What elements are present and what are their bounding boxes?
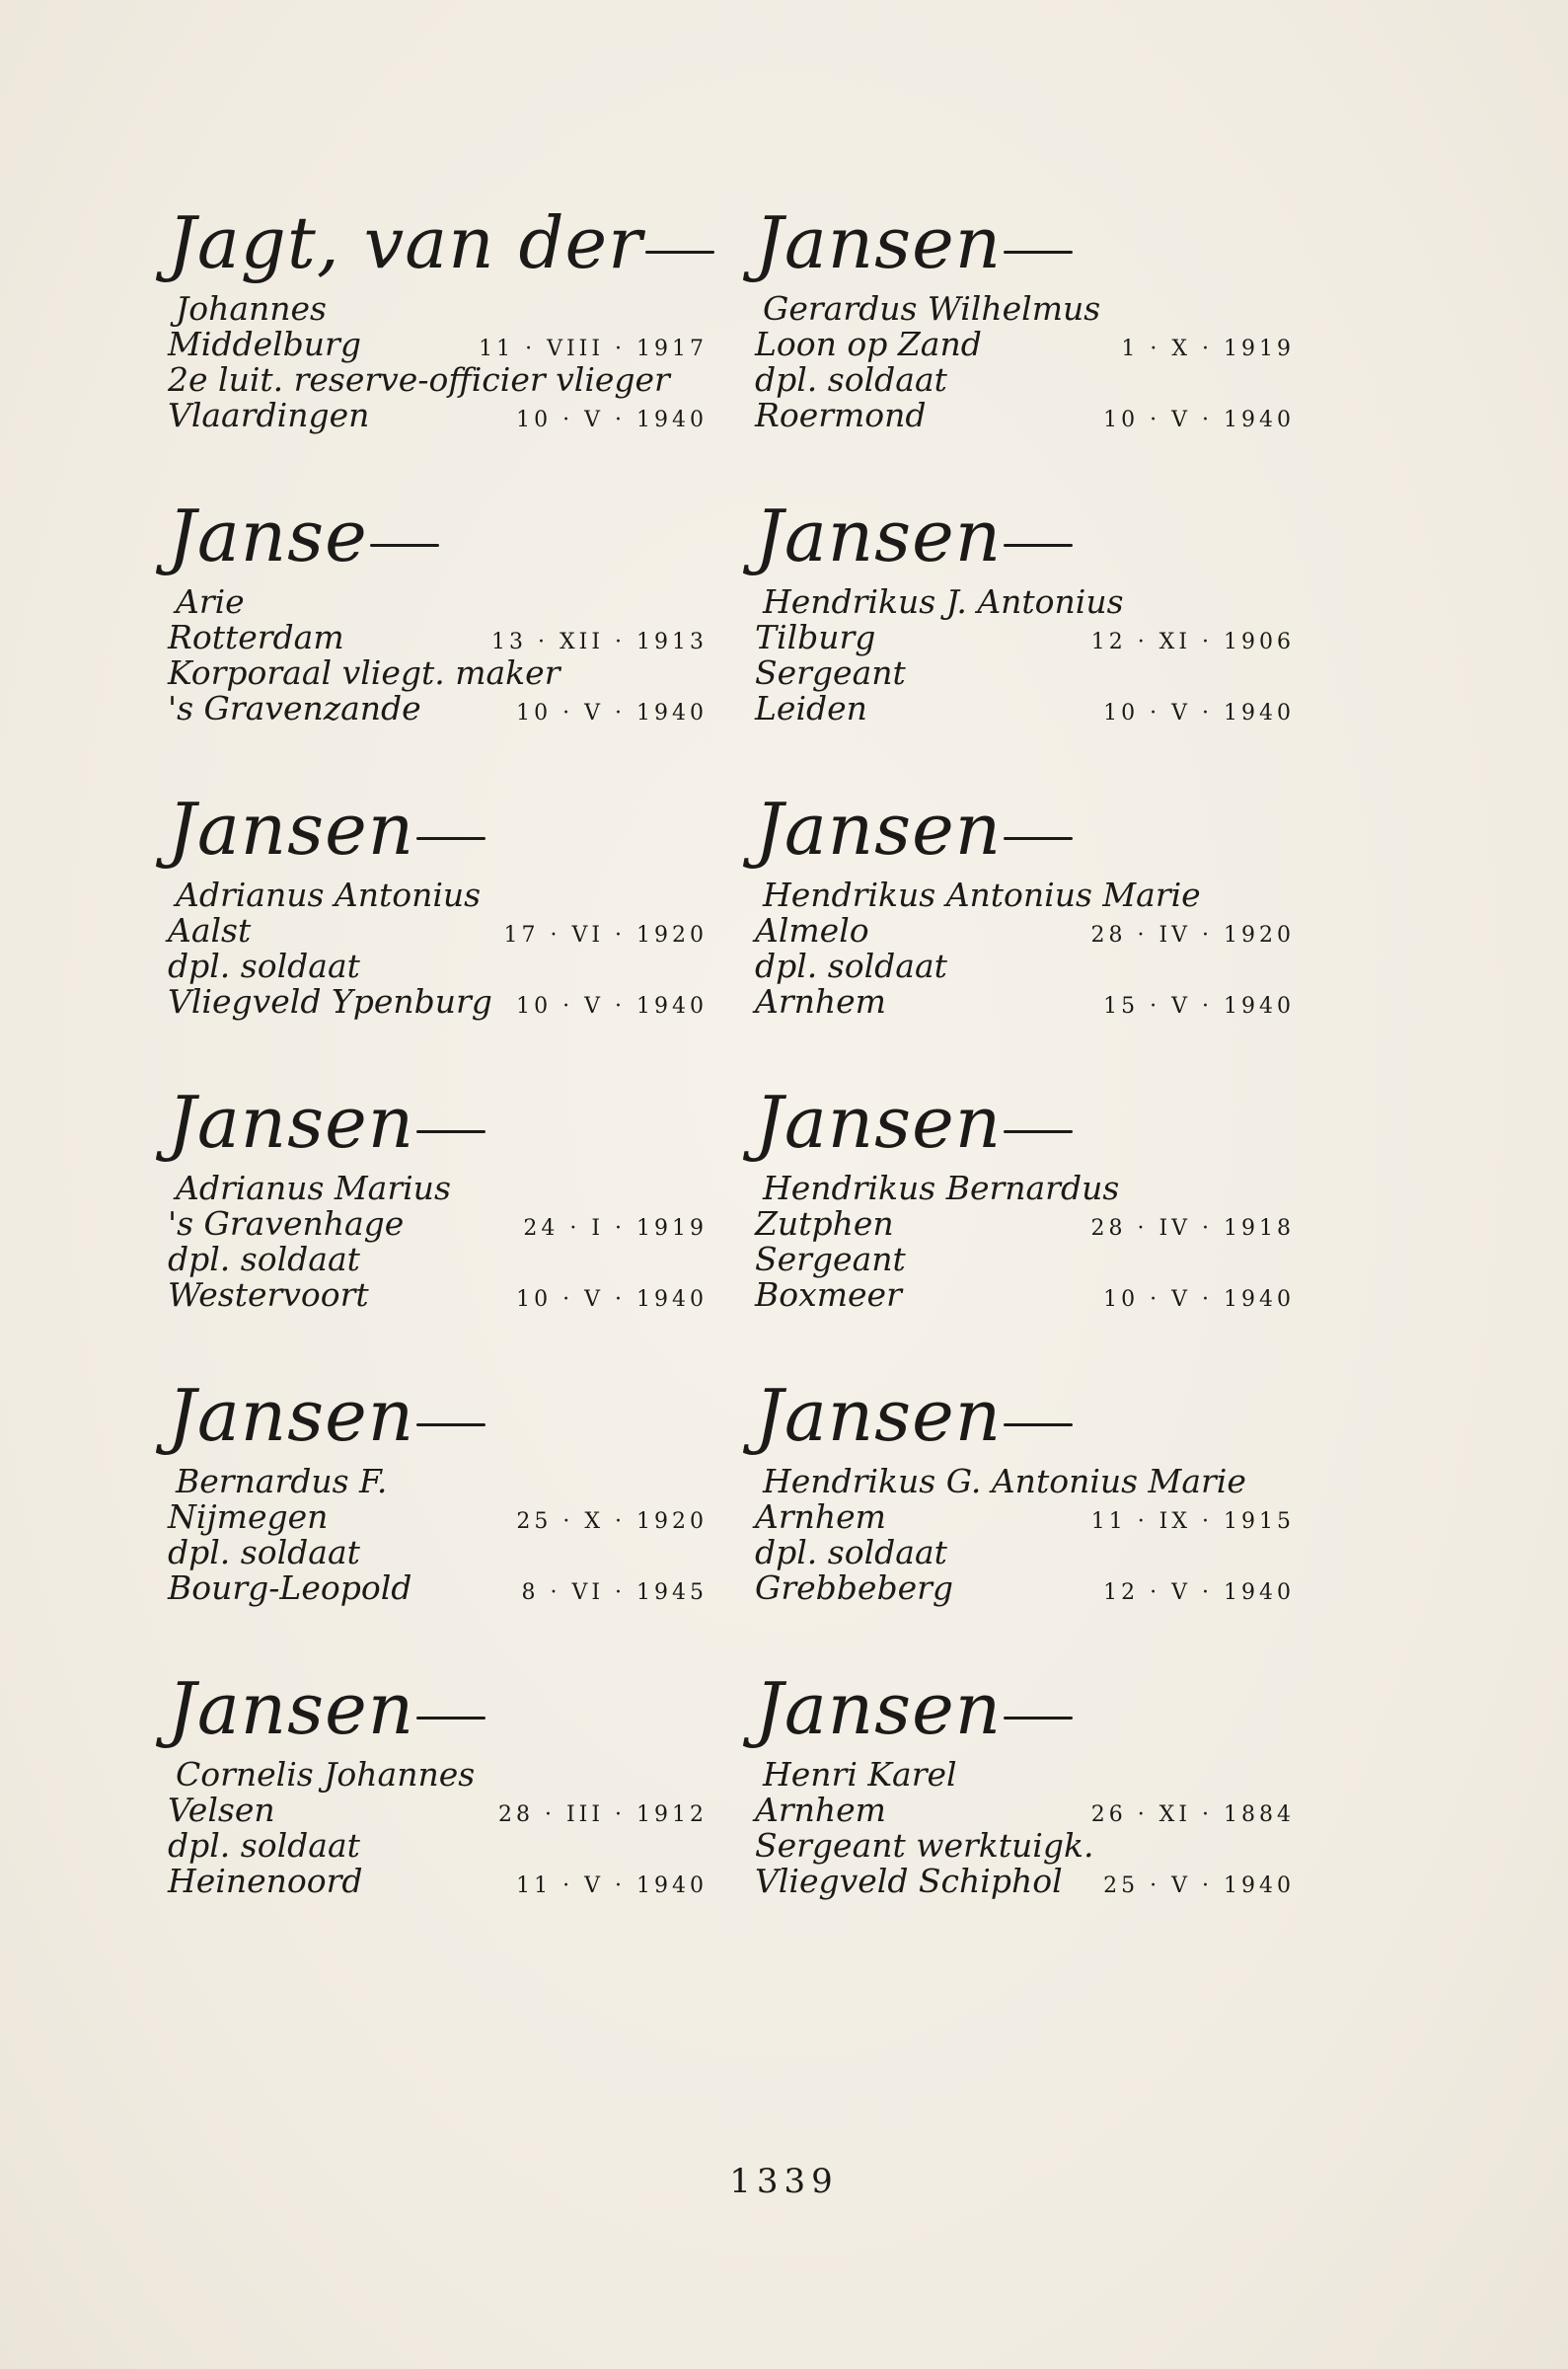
surname-text: Jansen — [755, 1081, 1003, 1164]
rank: 2e luit. reserve-officier vlieger — [168, 360, 670, 399]
surname-text: Jansen — [755, 788, 1003, 871]
death-line — [755, 984, 1303, 1020]
calligraphic-flourish — [1004, 837, 1073, 840]
calligraphic-flourish — [370, 544, 439, 547]
entry-surname — [168, 202, 715, 291]
death-date: 10 · V · 1940 — [516, 1287, 708, 1312]
surname-text: Janse — [168, 495, 368, 577]
given-names: Hendrikus Bernardus — [763, 1169, 1120, 1207]
birth-line — [755, 913, 1303, 949]
death-place: Westervoort — [168, 1275, 369, 1314]
death-place: Grebbeberg — [755, 1568, 953, 1607]
entry-surname — [755, 1375, 1303, 1464]
surname-text: Jansen — [168, 1667, 415, 1750]
birth-line — [755, 1206, 1303, 1242]
entry-surname — [755, 1082, 1303, 1171]
rank: dpl. soldaat — [755, 947, 947, 985]
birth-line — [168, 1793, 715, 1828]
given-names: Hendrikus Antonius Marie — [763, 876, 1201, 914]
entry-surname — [755, 202, 1303, 291]
calligraphic-flourish — [416, 1130, 485, 1133]
birth-date: 13 · XII · 1913 — [491, 630, 708, 654]
entry-surname — [755, 1668, 1303, 1757]
given-names-line — [168, 1171, 715, 1206]
birth-line — [755, 327, 1303, 362]
given-names-line — [755, 291, 1303, 327]
death-line — [755, 398, 1303, 433]
death-place: Vlaardingen — [168, 396, 370, 434]
surname-text: Jansen — [755, 201, 1003, 284]
memorial-entry — [755, 1668, 1303, 1961]
birth-place: Middelburg — [168, 325, 361, 363]
surname-text: Jansen — [168, 1374, 415, 1457]
entry-surname — [168, 789, 715, 878]
surname-text: Jansen — [168, 1081, 415, 1164]
birth-place: Almelo — [755, 911, 869, 950]
given-names: Henri Karel — [763, 1755, 957, 1794]
rank: dpl. soldaat — [755, 1533, 947, 1571]
memorial-entry — [755, 202, 1303, 496]
birth-date: 28 · IV · 1918 — [1090, 1216, 1295, 1241]
surname-text: Jansen — [755, 1374, 1003, 1457]
rank: dpl. soldaat — [755, 360, 947, 399]
birth-date: 25 · X · 1920 — [516, 1509, 708, 1534]
death-place: Bourg-Leopold — [168, 1568, 412, 1607]
rank: Sergeant — [755, 653, 906, 692]
entry-surname — [755, 789, 1303, 878]
calligraphic-flourish — [416, 1717, 485, 1719]
death-place: Roermond — [755, 396, 927, 434]
calligraphic-flourish — [416, 837, 485, 840]
calligraphic-flourish — [1004, 1717, 1073, 1719]
birth-place: Arnhem — [755, 1791, 886, 1829]
calligraphic-flourish — [1004, 1423, 1073, 1426]
birth-date: 28 · III · 1912 — [497, 1802, 708, 1827]
rank-line — [755, 655, 1303, 691]
surname-text: Jagt, van der — [168, 201, 643, 284]
given-names: Cornelis Johannes — [176, 1755, 476, 1794]
rank-line — [168, 949, 715, 984]
death-line — [168, 1277, 715, 1313]
given-names-line — [755, 1171, 1303, 1206]
death-line — [168, 984, 715, 1020]
rank-line — [755, 1828, 1303, 1864]
death-line — [755, 1864, 1303, 1899]
memorial-entry — [168, 789, 715, 1082]
death-line — [755, 1277, 1303, 1313]
rank-line — [755, 362, 1303, 398]
rank: Sergeant werktuigk. — [755, 1826, 1094, 1865]
death-date: 15 · V · 1940 — [1103, 994, 1295, 1019]
birth-date: 28 · IV · 1920 — [1090, 923, 1295, 948]
given-names: Arie — [176, 582, 245, 621]
given-names: Gerardus Wilhelmus — [763, 289, 1101, 328]
entry-surname — [168, 1375, 715, 1464]
given-names: Johannes — [176, 289, 327, 328]
birth-date: 12 · XI · 1906 — [1090, 630, 1295, 654]
birth-date: 11 · VIII · 1917 — [479, 337, 708, 361]
calligraphic-flourish — [1004, 1130, 1073, 1133]
calligraphic-flourish — [645, 251, 714, 254]
birth-line — [168, 1499, 715, 1535]
surname-text: Jansen — [755, 495, 1003, 577]
memorial-entry — [168, 1375, 715, 1668]
rank: Sergeant — [755, 1240, 906, 1278]
rank: dpl. soldaat — [168, 1240, 360, 1278]
given-names: Hendrikus G. Antonius Marie — [763, 1462, 1246, 1500]
rank-line — [168, 1242, 715, 1277]
death-line — [168, 1570, 715, 1606]
birth-place: Arnhem — [755, 1497, 886, 1536]
entry-surname — [168, 1668, 715, 1757]
death-date: 25 · V · 1940 — [1103, 1873, 1295, 1898]
birth-line — [168, 913, 715, 949]
death-date: 10 · V · 1940 — [516, 701, 708, 726]
birth-place: Rotterdam — [168, 618, 344, 656]
surname-text: Jansen — [755, 1667, 1003, 1750]
memorial-entry — [168, 496, 715, 789]
death-place: Arnhem — [755, 982, 886, 1021]
given-names-line — [168, 1464, 715, 1499]
birth-date: 1 · X · 1919 — [1121, 337, 1295, 361]
death-line — [168, 1864, 715, 1899]
death-line — [755, 691, 1303, 726]
birth-line — [755, 620, 1303, 655]
death-place: Boxmeer — [755, 1275, 902, 1314]
rank: dpl. soldaat — [168, 1826, 360, 1865]
birth-line — [168, 327, 715, 362]
given-names-line — [168, 1757, 715, 1793]
surname-text: Jansen — [168, 788, 415, 871]
calligraphic-flourish — [1004, 251, 1073, 254]
birth-line — [755, 1499, 1303, 1535]
rank-line — [168, 1535, 715, 1570]
death-date: 11 · V · 1940 — [516, 1873, 708, 1898]
given-names-line — [755, 878, 1303, 913]
death-place: Vliegveld Schiphol — [755, 1862, 1063, 1900]
birth-date: 11 · IX · 1915 — [1090, 1509, 1295, 1534]
death-date: 10 · V · 1940 — [516, 994, 708, 1019]
memorial-entry — [755, 1375, 1303, 1668]
memorial-entry — [755, 496, 1303, 789]
death-line — [168, 398, 715, 433]
rank-line — [168, 655, 715, 691]
entry-surname — [168, 496, 715, 584]
birth-date: 26 · XI · 1884 — [1090, 1802, 1295, 1827]
birth-date: 17 · VI · 1920 — [503, 923, 708, 948]
rank-line — [168, 362, 715, 398]
death-date: 10 · V · 1940 — [1103, 408, 1295, 432]
given-names-line — [755, 1464, 1303, 1499]
birth-place: Velsen — [168, 1791, 275, 1829]
calligraphic-flourish — [416, 1423, 485, 1426]
given-names: Adrianus Antonius — [176, 876, 482, 914]
birth-line — [168, 1206, 715, 1242]
death-date: 10 · V · 1940 — [516, 408, 708, 432]
rank: dpl. soldaat — [168, 1533, 360, 1571]
given-names-line — [755, 584, 1303, 620]
given-names: Adrianus Marius — [176, 1169, 451, 1207]
birth-line — [755, 1793, 1303, 1828]
memorial-entry — [755, 1082, 1303, 1375]
given-names-line — [755, 1757, 1303, 1793]
rank: Korporaal vliegt. maker — [168, 653, 560, 692]
memorial-entry — [755, 789, 1303, 1082]
death-place: Leiden — [755, 689, 867, 727]
page-number: 1339 — [729, 2162, 839, 2201]
death-place: Vliegveld Ypenburg — [168, 982, 492, 1021]
death-date: 10 · V · 1940 — [1103, 701, 1295, 726]
death-date: 10 · V · 1940 — [1103, 1287, 1295, 1312]
death-place: 's Gravenzande — [168, 689, 421, 727]
entries-grid — [168, 202, 1303, 1989]
death-line — [755, 1570, 1303, 1606]
calligraphic-flourish — [1004, 544, 1073, 547]
rank-line — [755, 1242, 1303, 1277]
birth-place: Aalst — [168, 911, 252, 950]
birth-place: Loon op Zand — [755, 325, 982, 363]
birth-place: Tilburg — [755, 618, 876, 656]
death-date: 8 · VI · 1945 — [521, 1580, 708, 1605]
rank-line — [168, 1828, 715, 1864]
death-place: Heinenoord — [168, 1862, 363, 1900]
given-names-line — [168, 291, 715, 327]
entry-surname — [755, 496, 1303, 584]
death-date: 12 · V · 1940 — [1103, 1580, 1295, 1605]
given-names-line — [168, 584, 715, 620]
memorial-entry — [168, 1668, 715, 1961]
birth-place: Nijmegen — [168, 1497, 329, 1536]
rank: dpl. soldaat — [168, 947, 360, 985]
rank-line — [755, 949, 1303, 984]
birth-line — [168, 620, 715, 655]
death-line — [168, 691, 715, 726]
given-names: Bernardus F. — [176, 1462, 388, 1500]
rank-line — [755, 1535, 1303, 1570]
birth-date: 24 · I · 1919 — [523, 1216, 708, 1241]
given-names: Hendrikus J. Antonius — [763, 582, 1124, 621]
memorial-entry — [168, 202, 715, 496]
birth-place: Zutphen — [755, 1204, 894, 1243]
birth-place: 's Gravenhage — [168, 1204, 405, 1243]
memorial-entry — [168, 1082, 715, 1375]
entry-surname — [168, 1082, 715, 1171]
given-names-line — [168, 878, 715, 913]
